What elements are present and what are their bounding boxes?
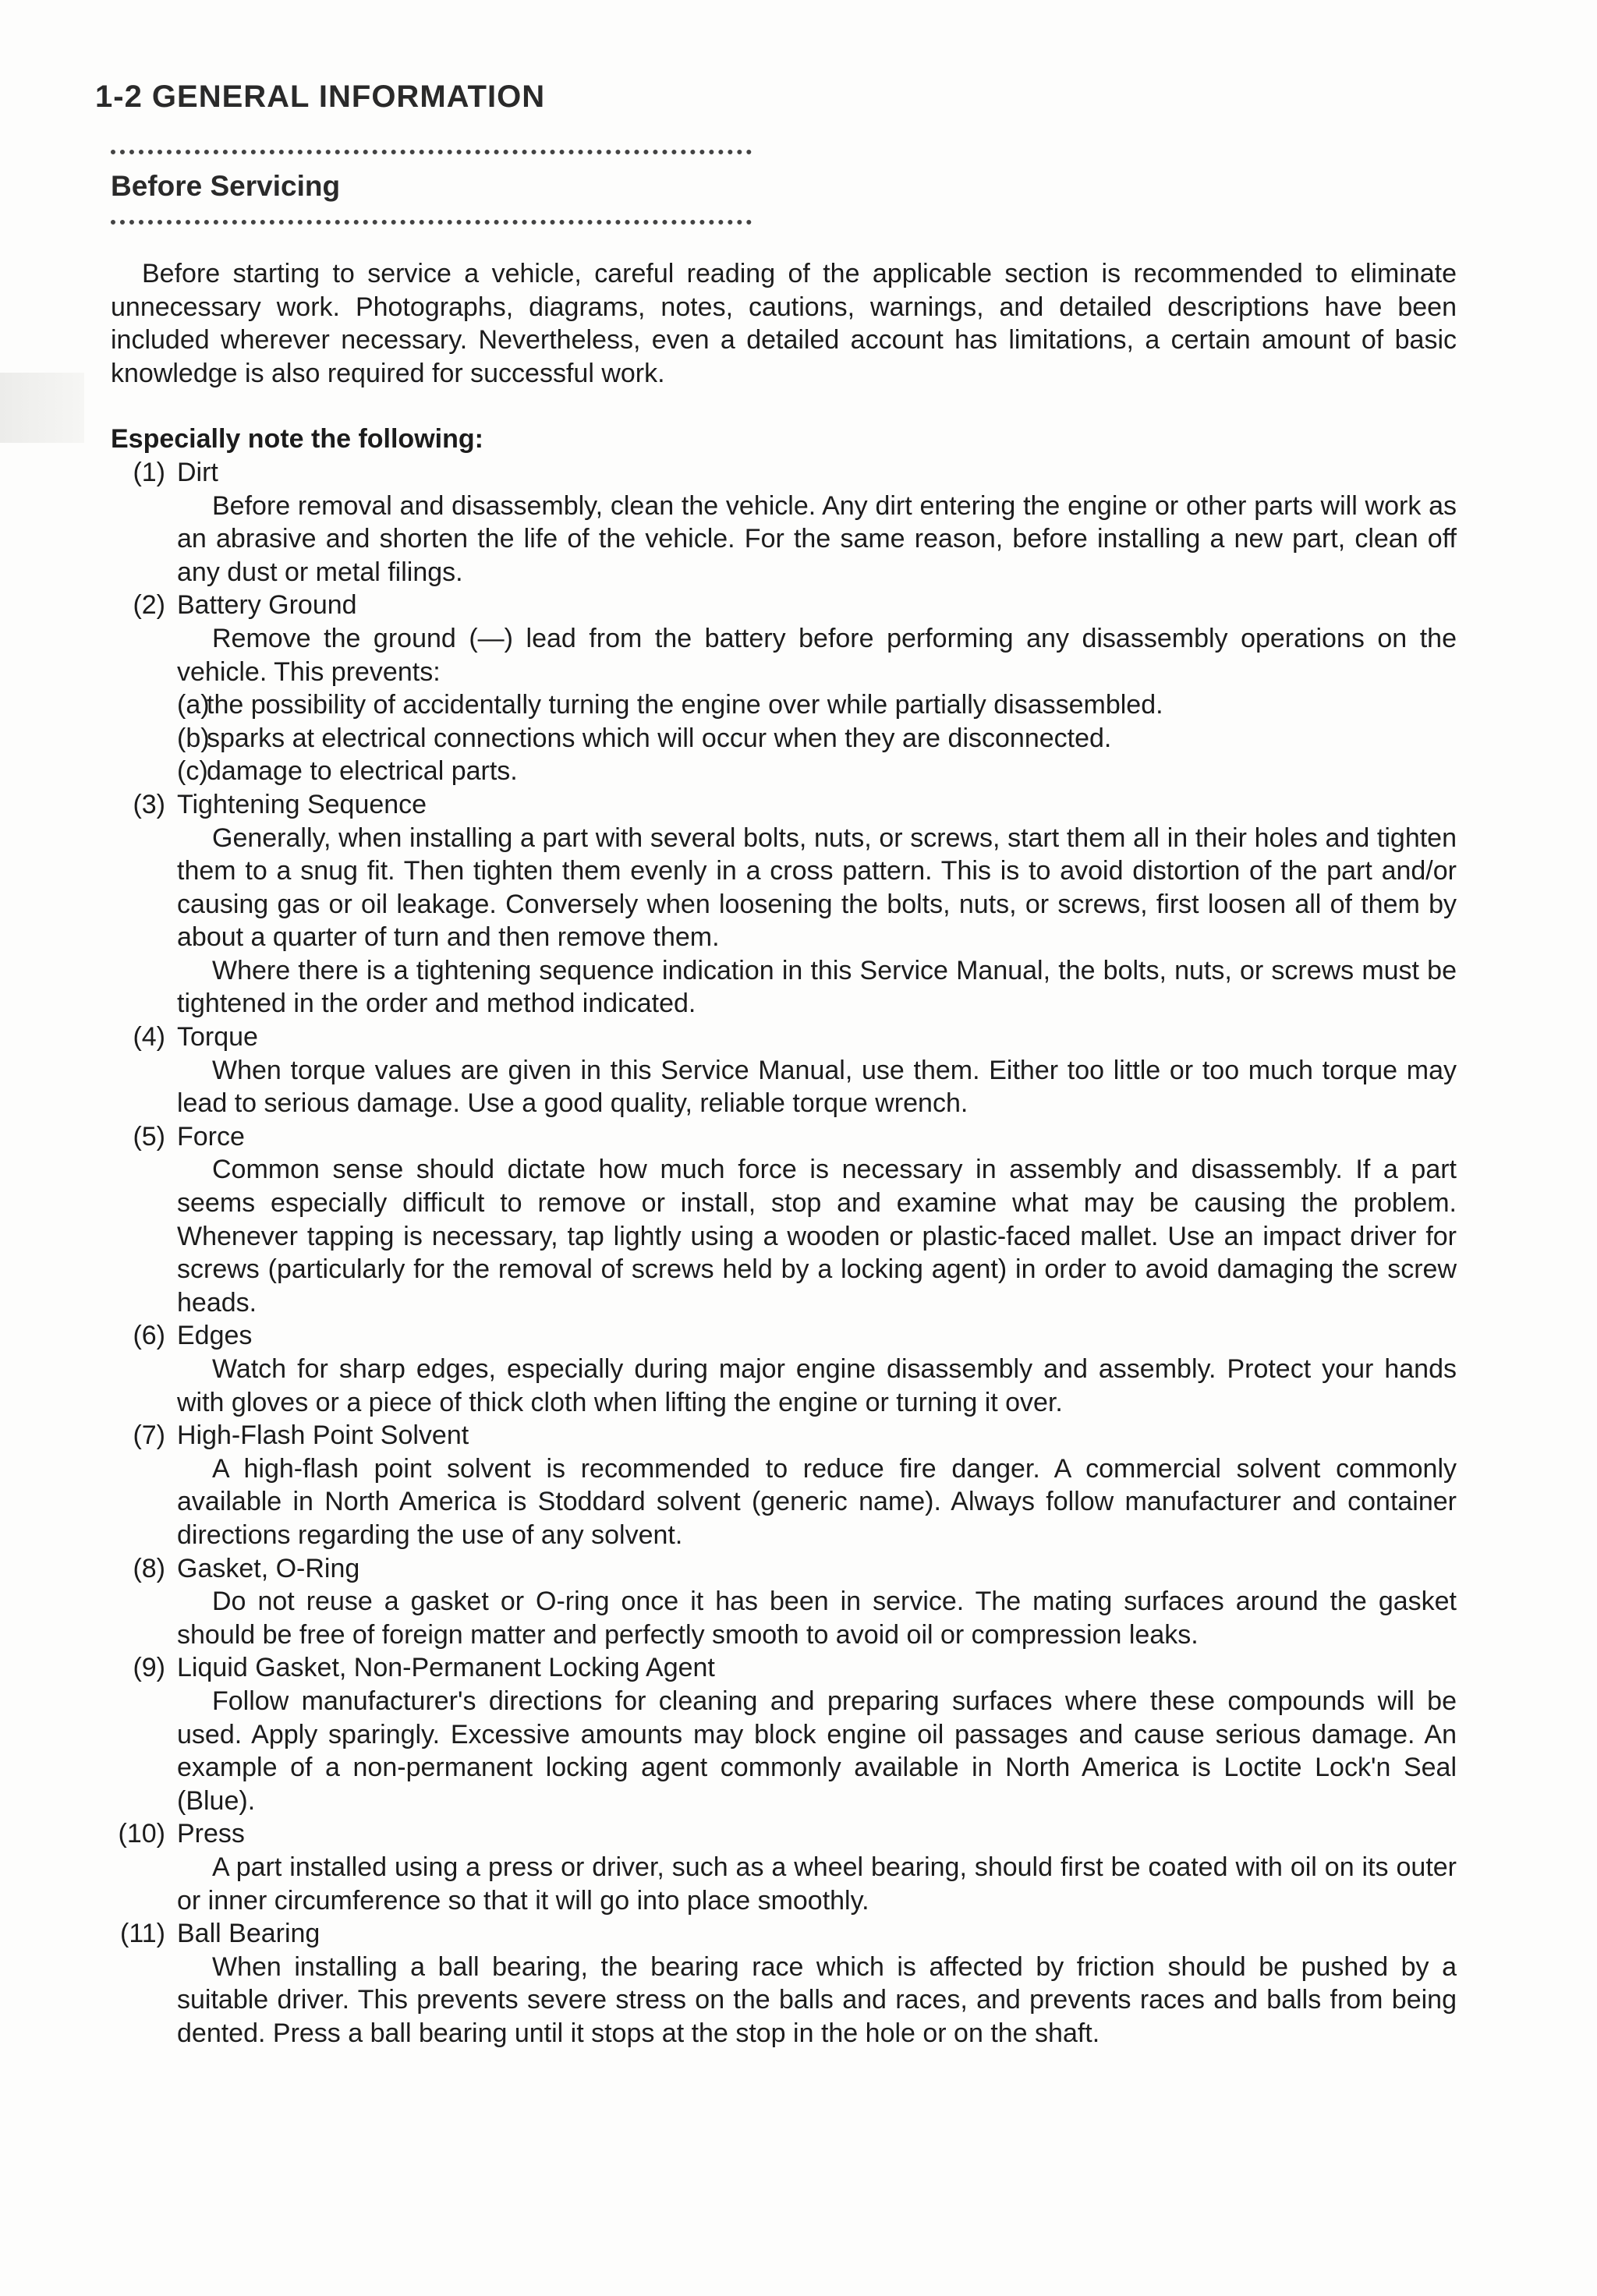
list-item bbox=[111, 589, 1457, 788]
item-paragraph: Follow manufacturer's directions for cleaning and preparing surfaces where these compounds will be used. Apply sparingly. Excessive amounts may block engine oil passages and cause serious damage. An example of a non-permanent locking agent commonly available in North America is Loctite Lock'n Seal (Blue). bbox=[177, 1686, 1457, 1816]
sub-item-label: (a) bbox=[177, 690, 210, 720]
sub-item bbox=[111, 688, 1457, 722]
list-item bbox=[111, 1319, 1457, 1419]
sub-item-text: the possibility of accidentally turning the engine over while partially disassembled. bbox=[207, 690, 1163, 720]
list-item bbox=[111, 1651, 1457, 1817]
item-heading bbox=[111, 1021, 1457, 1054]
body-text bbox=[111, 257, 1457, 2050]
item-paragraph: A high-flash point solvent is recommended to reduce fire danger. A commercial solvent commonly available in North America is Stoddard solvent (generic name). Always follow manufacturer and container directions regarding the use of any solvent. bbox=[177, 1453, 1457, 1550]
list-item bbox=[111, 456, 1457, 589]
item-title: Edges bbox=[177, 1321, 253, 1351]
list-item bbox=[111, 788, 1457, 1021]
item-number: (3) bbox=[133, 789, 165, 819]
item-paragraph: A part installed using a press or driver, such as a wheel bearing, should first be coated with oil on its outer or inner circumference so that it will go into place smoothly. bbox=[177, 1852, 1457, 1916]
numbered-list bbox=[111, 456, 1457, 2050]
item-title: Press bbox=[177, 1819, 245, 1849]
item-title: Ball Bearing bbox=[177, 1919, 320, 1949]
page-header: 1-2 GENERAL INFORMATION bbox=[95, 80, 546, 114]
item-number: (6) bbox=[133, 1321, 165, 1351]
list-item bbox=[111, 1419, 1457, 1551]
item-number: (8) bbox=[133, 1553, 165, 1583]
item-title: Force bbox=[177, 1121, 245, 1152]
item-heading bbox=[111, 1817, 1457, 1851]
item-number: (11) bbox=[120, 1919, 165, 1949]
item-heading bbox=[111, 788, 1457, 822]
list-item bbox=[111, 1120, 1457, 1320]
item-number: (9) bbox=[133, 1653, 165, 1683]
item-heading bbox=[111, 1917, 1457, 1951]
item-number: (5) bbox=[133, 1121, 165, 1152]
item-paragraph: Remove the ground (—) lead from the battery before performing any disassembly operations on the vehicle. This prevents: bbox=[177, 623, 1457, 687]
item-heading bbox=[111, 1419, 1457, 1452]
list-item bbox=[111, 1021, 1457, 1120]
item-number: (1) bbox=[133, 457, 165, 487]
item-number: (2) bbox=[133, 590, 165, 621]
note-heading: Especially note the following: bbox=[111, 424, 483, 455]
item-paragraph: When installing a ball bearing, the bearing race which is affected by friction should be pushed by a suitable driver. This prevents severe stress on the balls and races, and prevents races and balls from being dented. Press a ball bearing until it stops at the stop in the hole or on the shaft. bbox=[177, 1951, 1457, 2048]
scan-shadow bbox=[0, 373, 84, 443]
sub-item-label: (c) bbox=[177, 756, 208, 787]
item-heading bbox=[111, 589, 1457, 622]
item-title: Gasket, O-Ring bbox=[177, 1553, 360, 1583]
item-number: (7) bbox=[133, 1420, 165, 1451]
list-item bbox=[111, 1552, 1457, 1652]
item-paragraph: Do not reuse a gasket or O-ring once it has been in service. The mating surfaces around the gasket should be free of foreign matter and perfectly smooth to avoid oil or compression leaks. bbox=[177, 1587, 1457, 1650]
list-item bbox=[111, 1917, 1457, 2050]
intro-paragraph: Before starting to service a vehicle, careful reading of the applicable section is recommended to eliminate unnecessary work. Photographs, diagrams, notes, cautions, warnings, and detailed descriptions have been included wherever necessary. Nevertheless, even a detailed account has limitations, a certain amount of basic knowledge is also required for successful work. bbox=[111, 259, 1457, 388]
item-number: (10) bbox=[118, 1819, 165, 1849]
item-number: (4) bbox=[133, 1022, 165, 1052]
item-heading bbox=[111, 1120, 1457, 1154]
item-heading bbox=[111, 1319, 1457, 1353]
item-heading bbox=[111, 1651, 1457, 1685]
sub-item-label: (b) bbox=[177, 723, 210, 753]
dotted-rule-top bbox=[111, 150, 752, 154]
item-title: High-Flash Point Solvent bbox=[177, 1420, 469, 1451]
dotted-rule-bottom bbox=[111, 220, 752, 225]
item-paragraph: Common sense should dictate how much force is necessary in assembly and disassembly. If a part seems especially difficult to remove or install, stop and examine what may be causing the problem. Whenever tapping is necessary, tap lightly using a wooden or plastic-faced mallet. Use an impact driver for screws (particularly for the removal of screws held by a locking agent) in order to avoid damaging the screw heads. bbox=[177, 1155, 1457, 1318]
item-paragraph: Before removal and disassembly, clean the vehicle. Any dirt entering the engine or other parts will work as an abrasive and shorten the life of the vehicle. For the same reason, before installing a new part, clean off any dust or metal filings. bbox=[177, 490, 1457, 587]
item-paragraph: Where there is a tightening sequence indication in this Service Manual, the bolts, nuts, or screws must be tightened in the order and method indicated. bbox=[177, 955, 1457, 1019]
item-paragraph: Generally, when installing a part with several bolts, nuts, or screws, start them all in their holes and tighten them to a snug fit. Then tighten them evenly in a cross pattern. This is to avoid distortion of the part and/or causing gas or oil leakage. Conversely when loosening the bolts, nuts, or screws, first loosen all of them by about a quarter of turn and then remove them. bbox=[177, 823, 1457, 953]
list-item bbox=[111, 1817, 1457, 1917]
item-title: Tightening Sequence bbox=[177, 789, 427, 819]
item-title: Battery Ground bbox=[177, 590, 357, 621]
sub-item-text: damage to electrical parts. bbox=[207, 756, 518, 787]
section-title: Before Servicing bbox=[111, 170, 341, 202]
sub-item bbox=[111, 722, 1457, 755]
sub-item-text: sparks at electrical connections which will occur when they are disconnected. bbox=[207, 723, 1112, 753]
item-paragraph: Watch for sharp edges, especially during major engine disassembly and assembly. Protect your hands with gloves or a piece of thick cloth when lifting the engine or turning it over. bbox=[177, 1354, 1457, 1417]
item-title: Liquid Gasket, Non-Permanent Locking Agent bbox=[177, 1653, 715, 1683]
item-title: Torque bbox=[177, 1022, 258, 1052]
item-paragraph: When torque values are given in this Service Manual, use them. Either too little or too much torque may lead to serious damage. Use a good quality, reliable torque wrench. bbox=[177, 1055, 1457, 1119]
item-heading bbox=[111, 1552, 1457, 1586]
sub-item bbox=[111, 755, 1457, 788]
item-heading bbox=[111, 456, 1457, 490]
item-title: Dirt bbox=[177, 457, 218, 487]
